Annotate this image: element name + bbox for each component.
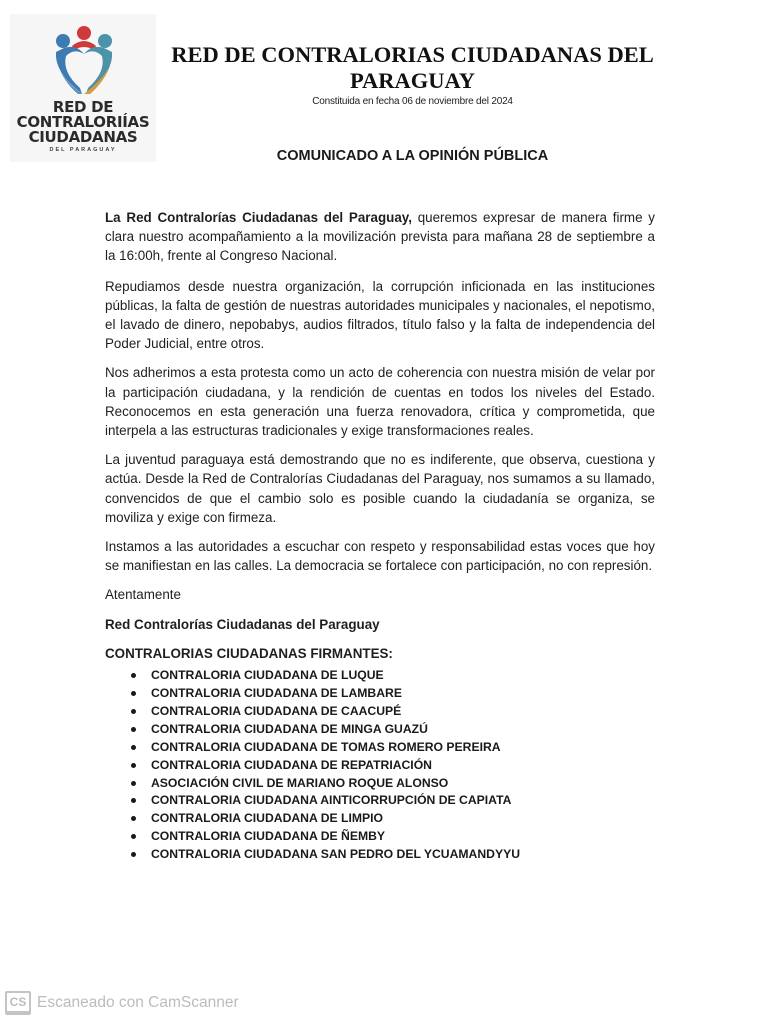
- paragraph-adhesion: Nos adherimos a esta protesta como un acto de coherencia con nuestra misión de velar por la participación ciudadana, y la rendición de cuentas en todos los niveles del Estado. Reconocemos en esta generación una fuerza renovadora, crítica y comprometida, que interpela a las estructuras tradicionales y exige transformaciones reales.: [105, 365, 655, 439]
- intro-paragraph: [105, 208, 655, 266]
- intro-bold-text: La Red Contralorías Ciudadanas del Paraguay,: [105, 210, 412, 225]
- signer-name: CONTRALORIA CIUDADANA DE LAMBARE: [151, 685, 402, 700]
- bullet-icon: [131, 673, 136, 678]
- bullet-icon: [131, 798, 136, 803]
- bullet-icon: [131, 745, 136, 750]
- intro-text: queremos expresar de manera firme y clara nuestro acompañamiento a la movilización prevista para mañana 28 de septiembre a la 16:00h, frente al Congreso Nacional.: [105, 210, 655, 264]
- signer-name: CONTRALORIA CIUDADANA SAN PEDRO DEL YCUAMANDYYU: [151, 847, 521, 862]
- constitution-date: Constituida en fecha 06 de noviembre del 2024: [312, 96, 513, 107]
- document-body: [105, 208, 655, 864]
- logo-text-line3: CIUDADANAS: [28, 128, 138, 146]
- watermark-text: Escaneado con CamScanner: [37, 994, 239, 1011]
- signer-name: CONTRALORIA CIUDADANA DE REPATRIACIÓN: [151, 757, 432, 772]
- signer-name: CONTRALORIA CIUDADANA DE LIMPIO: [151, 811, 384, 826]
- list-item: [105, 757, 655, 775]
- list-item: [105, 667, 655, 685]
- list-item: [105, 828, 655, 846]
- signers-heading: CONTRALORIAS CIUDADANAS FIRMANTES:: [105, 645, 393, 661]
- logo-red-figure-head: [77, 26, 91, 40]
- signer-name: CONTRALORIA CIUDADANA DE TOMAS ROMERO PEREIRA: [151, 739, 501, 754]
- logo-blue-figure-head: [56, 34, 70, 48]
- bullet-icon: [131, 834, 136, 839]
- bullet-icon: [131, 709, 136, 714]
- heart-people-logo-icon: [44, 22, 124, 98]
- paragraph-juventud: La juventud paraguaya está demostrando que no es indiferente, que observa, cuestiona y actúa. Desde la Red de Contralorías Ciudadanas del Paraguay, nos sumamos a su llamado, convencidos de que el cambio solo es posible cuando la ciudadanía se organiza, se moviliza y exige con firmeza.: [105, 452, 655, 525]
- logo-text-line1: RED DE: [52, 98, 114, 116]
- camscanner-watermark: [5, 990, 239, 1016]
- list-item: [105, 739, 655, 757]
- camscanner-icon: CS: [5, 991, 31, 1015]
- logo-teal-figure-head: [98, 34, 112, 48]
- bullet-icon: [131, 763, 136, 768]
- closing: Atentamente: [105, 587, 181, 603]
- logo-subline: DEL PARAGUAY: [49, 147, 117, 153]
- logo-text-line2: CONTRALORIÍAS: [16, 113, 150, 131]
- list-item: [105, 685, 655, 703]
- signer-name: CONTRALORIA CIUDADANA DE ÑEMBY: [151, 829, 386, 844]
- signer-name: CONTRALORIA CIUDADANA DE MINGA GUAZÚ: [151, 721, 428, 736]
- signature: Red Contralorías Ciudadanas del Paraguay: [105, 616, 380, 632]
- bullet-icon: [131, 816, 136, 821]
- logo-left-heart-half: [56, 47, 84, 94]
- bullet-icon: [131, 781, 136, 786]
- list-item: [105, 703, 655, 721]
- signers-list: [105, 667, 655, 864]
- bullet-icon: [131, 727, 136, 732]
- list-item: [105, 792, 655, 810]
- signer-name: CONTRALORIA CIUDADANA AINTICORRUPCIÓN DE CAPIATA: [151, 793, 512, 808]
- list-item: [105, 721, 655, 739]
- paragraph-instamos: Instamos a las autoridades a escuchar con respeto y responsabilidad estas voces que hoy se manifiestan en las calles. La democracia se fortalece con participación, no con represión.: [105, 539, 655, 574]
- organization-title: RED DE CONTRALORIAS CIUDADANAS DEL PARAGUAY: [171, 42, 654, 93]
- list-item: [105, 775, 655, 793]
- organization-logo: [10, 14, 156, 162]
- paragraph-repudio: Repudiamos desde nuestra organización, la corrupción inficionada en las instituciones públicas, la falta de gestión de nuestras autoridades municipales y nacionales, el nepotismo, el lavado de dinero, nepobabys, audios filtrados, título falso y la falta de independencia del Poder Judicial, entre otros.: [105, 278, 655, 352]
- bullet-icon: [131, 852, 136, 857]
- document-heading: COMUNICADO A LA OPINIÓN PÚBLICA: [276, 148, 549, 164]
- list-item: [105, 846, 655, 864]
- signer-name: CONTRALORIA CIUDADANA DE LUQUE: [151, 668, 384, 683]
- bullet-icon: [131, 691, 136, 696]
- list-item: [105, 810, 655, 828]
- signer-name: ASOCIACIÓN CIVIL DE MARIANO ROQUE ALONSO: [151, 775, 449, 790]
- signer-name: CONTRALORIA CIUDADANA DE CAACUPÉ: [151, 703, 402, 718]
